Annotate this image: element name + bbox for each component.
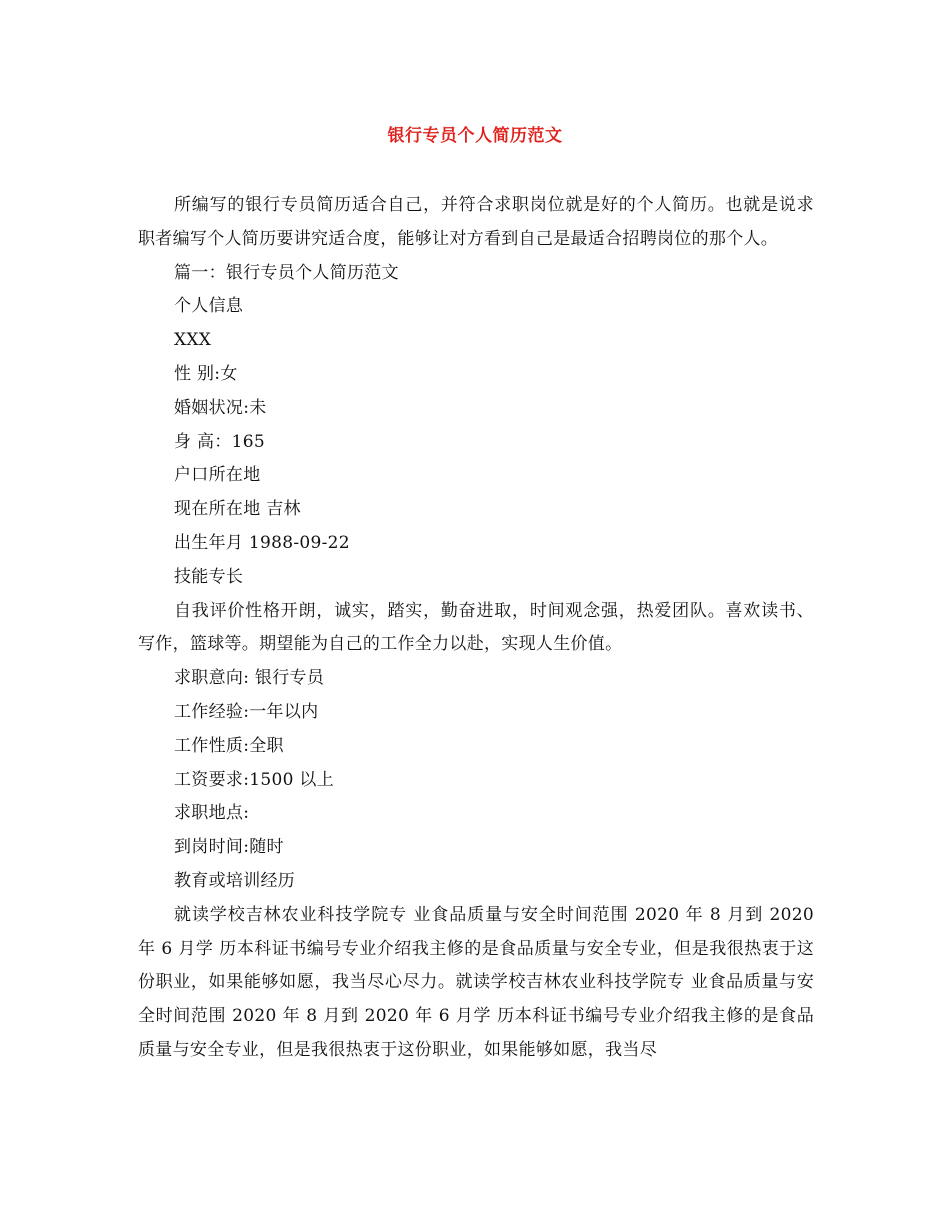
document-body xyxy=(138,189,814,1068)
start-time-line: 到岗时间:随时 xyxy=(174,837,284,858)
work-experience-line: 工作经验:一年以内 xyxy=(174,701,319,722)
hukou-line: 户口所在地 xyxy=(174,465,261,486)
height-line: 身 高：165 xyxy=(174,431,265,452)
section-heading: 篇一：银行专员个人简历范文 xyxy=(174,262,399,283)
education-heading: 教育或培训经历 xyxy=(174,870,296,891)
education-paragraph: 就读学校吉林农业科技学院专 业食品质量与安全时间范围 2020 年 8 月到 2020 年 6 月学 历本科证书编号专业介绍我主修的是食品质量与安全专业，但是我很热衷于这份职业，如果能够如愿，我当尽心尽力。就读学校吉林农业科技学院专 业食品质量与安全时间范围 2020 年 8 月到 2020 年 6 月学 历本科证书编号专业介绍我主修的是食品质量与安全专业，但是我很热衷于这份职业，如果能够如愿，我当尽 xyxy=(138,904,814,1060)
personal-info-heading: 个人信息 xyxy=(174,296,244,317)
name-line: XXX xyxy=(174,330,212,351)
self-evaluation-paragraph: 自我评价性格开朗，诚实，踏实，勤奋进取，时间观念强，热爱团队。喜欢读书、写作，篮球等。期望能为自己的工作全力以赴，实现人生价值。 xyxy=(138,600,814,655)
birth-date-line: 出生年月 1988-09-22 xyxy=(174,532,350,553)
job-type-line: 工作性质:全职 xyxy=(174,735,284,756)
job-intention-line: 求职意向: 银行专员 xyxy=(174,668,325,689)
marital-status-line: 婚姻状况:未 xyxy=(174,397,267,418)
gender-line: 性 别:女 xyxy=(174,363,238,384)
intro-paragraph: 所编写的银行专员简历适合自己，并符合求职岗位就是好的个人简历。也就是说求职者编写个人简历要讲究适合度，能够让对方看到自己是最适合招聘岗位的那个人。 xyxy=(138,195,814,249)
document-title: 银行专员个人简历范文 xyxy=(387,126,563,146)
current-location-line: 现在所在地 吉林 xyxy=(174,499,301,520)
job-location-line: 求职地点: xyxy=(174,803,250,824)
skills-heading: 技能专长 xyxy=(174,566,244,587)
salary-line: 工资要求:1500 以上 xyxy=(174,769,334,790)
